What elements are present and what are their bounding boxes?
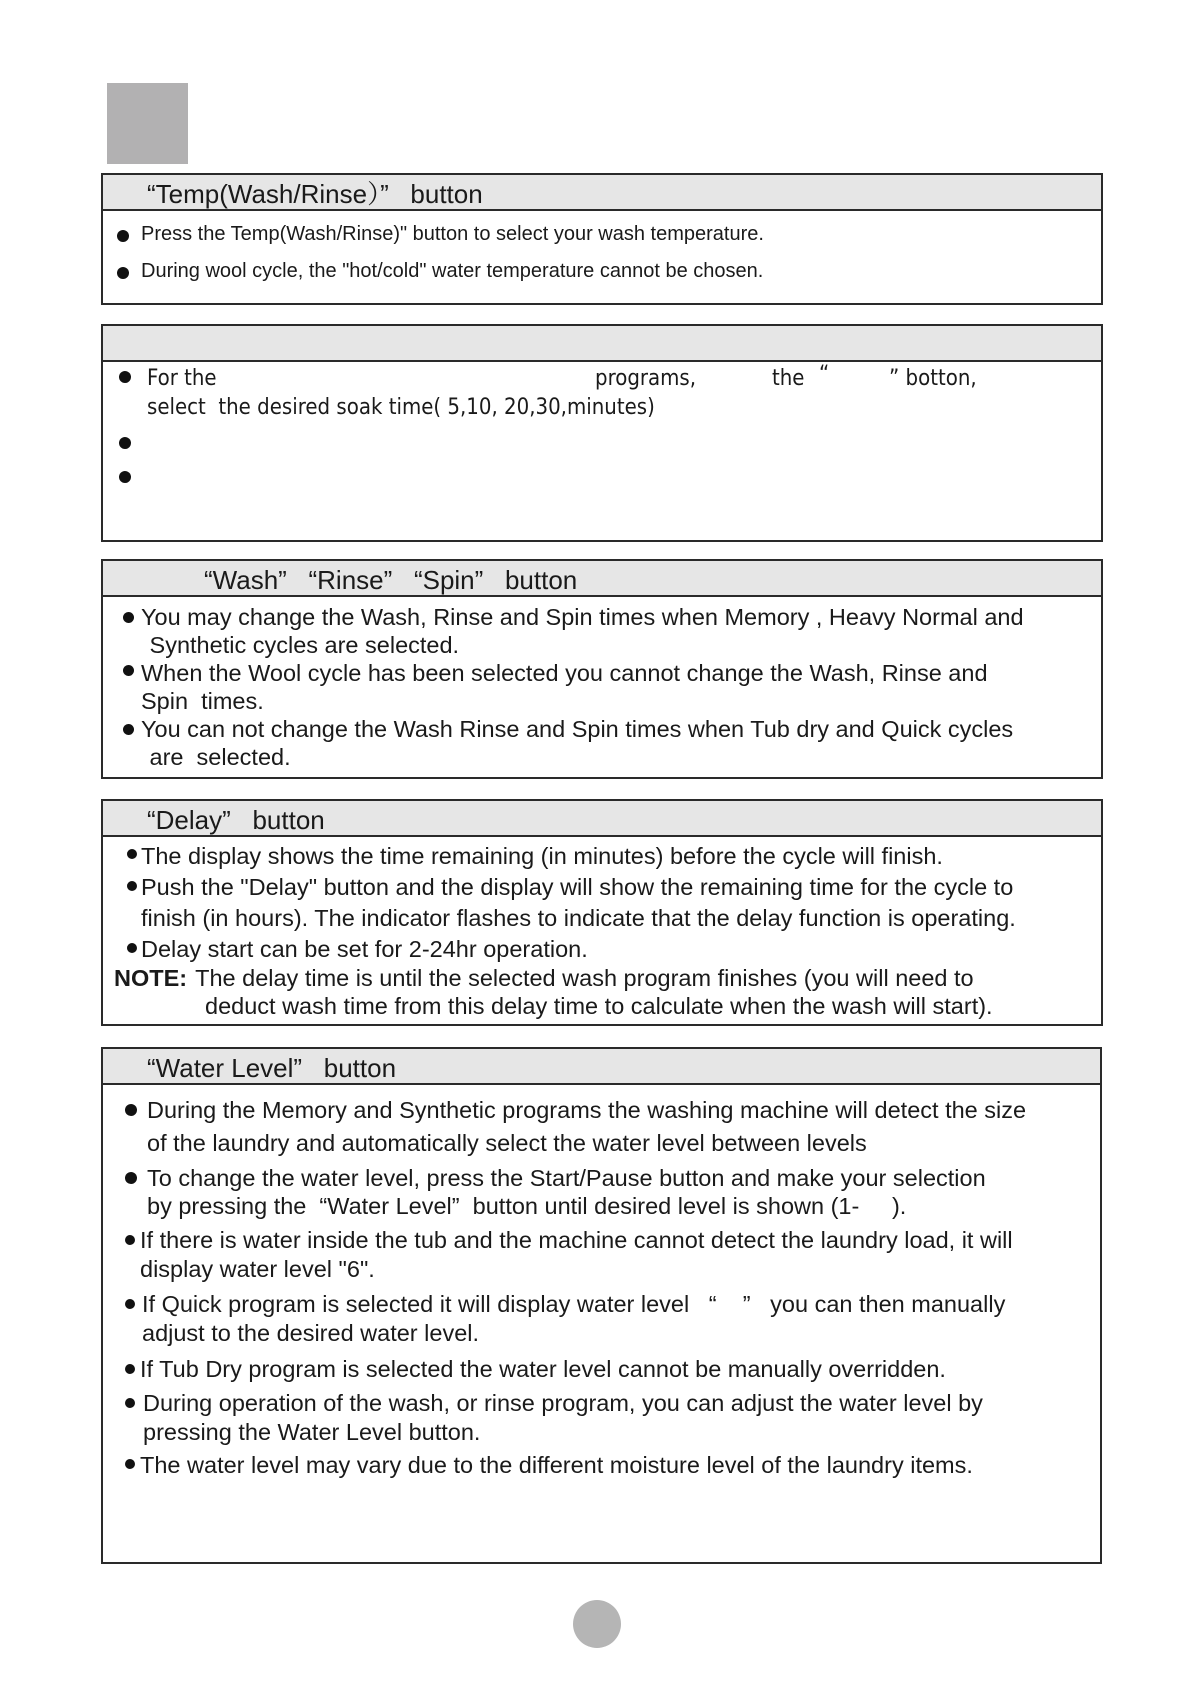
bullet-icon <box>125 1235 135 1245</box>
delay-section-header <box>103 801 1101 837</box>
delay-item-3: Delay start can be set for 2-24hr operation. <box>141 936 588 962</box>
soak-open-quote: “ <box>819 362 830 387</box>
water-item-6: During operation of the wash, or rinse program, you can adjust the water level by <box>143 1390 983 1416</box>
wrs-item-1-cont: Synthetic cycles are selected. <box>143 632 460 658</box>
bullet-icon <box>125 1459 135 1469</box>
water-item-7: The water level may vary due to the different moisture level of the laundry items. <box>140 1452 973 1478</box>
bullet-icon <box>117 267 129 279</box>
delay-note-label: NOTE: <box>114 965 188 991</box>
soak-botton: ” botton, <box>889 366 977 391</box>
water-item-2: To change the water level, press the Start/Pause button and make your selection <box>147 1165 986 1191</box>
bullet-icon <box>117 230 129 242</box>
water-item-3: If there is water inside the tub and the machine cannot detect the laundry load, it will <box>140 1227 1013 1253</box>
section-marker-block <box>107 83 188 164</box>
soak-the: the <box>772 366 805 391</box>
wrs-item-2-cont: Spin times. <box>141 688 264 714</box>
bullet-icon <box>125 1172 137 1184</box>
water-level-section-title: “Water Level” button <box>147 1053 397 1083</box>
wash-rinse-spin-section <box>101 559 1103 779</box>
bullet-icon <box>125 1398 135 1408</box>
temp-section-header <box>103 175 1101 211</box>
soak-section-header <box>103 326 1101 362</box>
wrs-item-3: You can not change the Wash Rinse and Spin times when Tub dry and Quick cycles <box>141 716 1014 742</box>
water-item-1-cont: of the laundry and automatically select the water level between levels <box>147 1130 867 1156</box>
water-level-section <box>101 1047 1102 1564</box>
wash-rinse-spin-section-title: “Wash” “Rinse” “Spin” button <box>204 565 578 595</box>
temp-section <box>101 173 1103 305</box>
water-item-6-cont: pressing the Water Level button. <box>143 1419 481 1445</box>
bullet-icon <box>127 849 137 859</box>
water-item-5: If Tub Dry program is selected the water level cannot be manually overridden. <box>140 1356 946 1382</box>
temp-item-2: During wool cycle, the "hot/cold" water temperature cannot be chosen. <box>141 260 764 282</box>
soak-programs: programs, <box>595 366 697 391</box>
delay-item-2-cont: finish (in hours). The indicator flashes to indicate that the delay function is operating. <box>141 905 1016 931</box>
bullet-icon <box>119 371 131 383</box>
bullet-icon <box>119 471 131 483</box>
wrs-item-1: You may change the Wash, Rinse and Spin times when Memory , Heavy Normal and <box>141 604 1024 630</box>
delay-note-line-1: The delay time is until the selected wash program finishes (you will need to <box>189 965 974 991</box>
wrs-item-3-cont: are selected. <box>143 744 291 770</box>
delay-section-title: “Delay” button <box>147 805 325 835</box>
bullet-icon <box>127 881 137 891</box>
bullet-icon <box>123 665 134 676</box>
soak-for-the: For the <box>147 366 217 391</box>
bullet-icon <box>123 612 134 623</box>
water-level-section-header <box>103 1049 1100 1085</box>
temp-item-1: Press the Temp(Wash/Rinse)" button to select your wash temperature. <box>141 223 764 245</box>
bullet-icon <box>119 437 131 449</box>
wash-rinse-spin-section-header <box>103 561 1101 597</box>
water-item-2-cont: by pressing the “Water Level” button until desired level is shown (1- ). <box>147 1193 907 1219</box>
soak-line-2: select the desired soak time( 5,10, 20,30,minutes) <box>147 395 655 420</box>
wrs-item-2: When the Wool cycle has been selected you cannot change the Wash, Rinse and <box>141 660 988 686</box>
water-item-1: During the Memory and Synthetic programs the washing machine will detect the size <box>147 1097 1027 1123</box>
soak-section <box>101 324 1103 542</box>
delay-section <box>101 799 1103 1026</box>
water-item-4: If Quick program is selected it will display water level “ ” you can then manually <box>142 1291 1006 1317</box>
bullet-icon <box>125 1104 137 1116</box>
bullet-icon <box>125 1299 135 1309</box>
page-number-circle <box>573 1600 621 1648</box>
delay-note-line-2: deduct wash time from this delay time to calculate when the wash will start). <box>205 993 993 1019</box>
water-item-4-cont: adjust to the desired water level. <box>142 1320 480 1346</box>
delay-item-2: Push the "Delay" button and the display will show the remaining time for the cycle to <box>141 874 1014 900</box>
bullet-icon <box>125 1364 135 1374</box>
delay-item-1: The display shows the time remaining (in minutes) before the cycle will finish. <box>141 843 943 869</box>
temp-section-title: “Temp(Wash/Rinse）” button <box>147 179 483 209</box>
bullet-icon <box>127 943 137 953</box>
bullet-icon <box>123 724 134 735</box>
water-item-3-cont: display water level "6". <box>140 1256 375 1282</box>
